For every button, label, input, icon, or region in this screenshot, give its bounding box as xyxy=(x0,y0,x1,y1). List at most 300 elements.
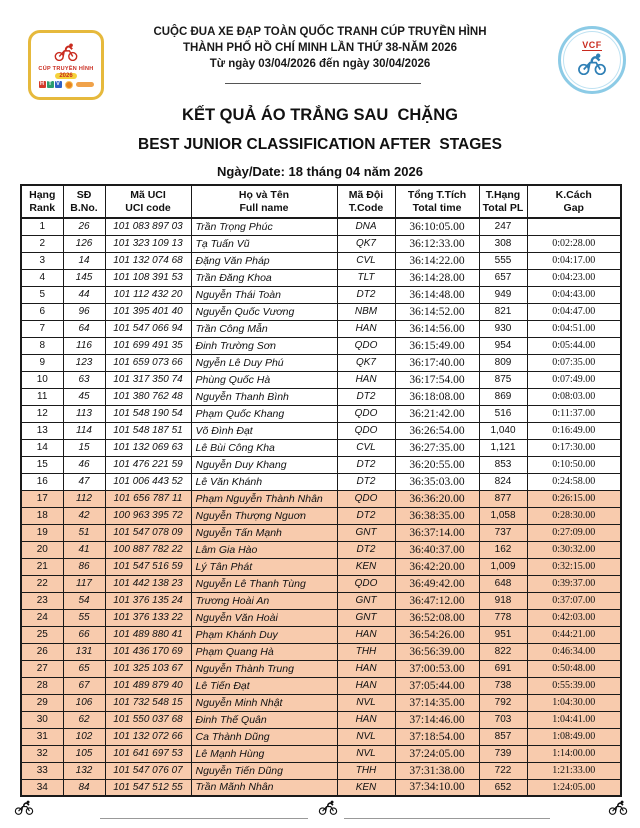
cell-bno: 145 xyxy=(63,269,105,286)
table-row xyxy=(21,694,621,711)
cell-pl: 949 xyxy=(479,286,527,303)
cell-name: Nguyễn Lê Thanh Tùng xyxy=(191,575,337,592)
cell-uci: 101 395 401 40 xyxy=(105,303,191,320)
cell-name: Đinh Thế Quân xyxy=(191,711,337,728)
cell-pl: 162 xyxy=(479,541,527,558)
cell-bno: 105 xyxy=(63,745,105,762)
cell-tcode: NVL xyxy=(337,728,395,745)
cell-tcode: KEN xyxy=(337,558,395,575)
cell-gap: 0:46:34.00 xyxy=(527,643,621,660)
cell-rank: 28 xyxy=(21,677,63,694)
table-row xyxy=(21,252,621,269)
event-header xyxy=(0,24,640,72)
cell-bno: 116 xyxy=(63,337,105,354)
cell-pl: 555 xyxy=(479,252,527,269)
event-header-line2: THÀNH PHỐ HỒ CHÍ MINH LẦN THỨ 38-NĂM 2026 xyxy=(182,42,458,54)
cell-gap: 0:10:50.00 xyxy=(527,456,621,473)
cell-time: 36:54:26.00 xyxy=(395,626,479,643)
table-row xyxy=(21,303,621,320)
cell-tcode: QDO xyxy=(337,405,395,422)
cell-gap xyxy=(527,218,621,235)
cell-tcode: NVL xyxy=(337,745,395,762)
cell-pl: 853 xyxy=(479,456,527,473)
table-row xyxy=(21,507,621,524)
results-table xyxy=(20,184,622,797)
cell-name: Ca Thành Dũng xyxy=(191,728,337,745)
cell-time: 36:21:42.00 xyxy=(395,405,479,422)
cell-uci: 101 548 190 54 xyxy=(105,405,191,422)
table-row xyxy=(21,218,621,235)
cell-bno: 117 xyxy=(63,575,105,592)
cell-time: 36:17:40.00 xyxy=(395,354,479,371)
cell-bno: 44 xyxy=(63,286,105,303)
cell-bno: 67 xyxy=(63,677,105,694)
table-row xyxy=(21,524,621,541)
page-title-en: BEST JUNIOR CLASSIFICATION AFTER STAGES xyxy=(138,136,502,153)
report-date: Ngày/Date: 18 tháng 04 năm 2026 xyxy=(217,164,423,179)
cell-tcode: DT2 xyxy=(337,286,395,303)
cell-gap: 0:04:23.00 xyxy=(527,269,621,286)
cell-uci: 101 489 879 40 xyxy=(105,677,191,694)
cell-time: 36:40:37.00 xyxy=(395,541,479,558)
cell-time: 36:17:54.00 xyxy=(395,371,479,388)
col-header-rank: Hạng Rank xyxy=(21,185,63,218)
cell-pl: 792 xyxy=(479,694,527,711)
cell-name: Nguyễn Duy Khang xyxy=(191,456,337,473)
cell-uci: 101 732 548 15 xyxy=(105,694,191,711)
cell-name: Lê Bùi Công Kha xyxy=(191,439,337,456)
cell-name: Lê Mạnh Hùng xyxy=(191,745,337,762)
cell-name: Nguyễn Thanh Bình xyxy=(191,388,337,405)
sponsor-badge-bar xyxy=(76,82,94,87)
cell-name: Nguyễn Thái Toàn xyxy=(191,286,337,303)
cell-rank: 1 xyxy=(21,218,63,235)
cell-uci: 101 442 138 23 xyxy=(105,575,191,592)
cell-time: 37:05:44.00 xyxy=(395,677,479,694)
table-row xyxy=(21,286,621,303)
cell-gap: 1:21:33.00 xyxy=(527,762,621,779)
cell-gap: 0:32:15.00 xyxy=(527,558,621,575)
cell-rank: 12 xyxy=(21,405,63,422)
cyclist-icon xyxy=(14,800,34,820)
cell-gap: 1:04:41.00 xyxy=(527,711,621,728)
cell-bno: 84 xyxy=(63,779,105,796)
cell-pl: 1,040 xyxy=(479,422,527,439)
cell-tcode: HAN xyxy=(337,320,395,337)
cell-tcode: HAN xyxy=(337,677,395,694)
cell-bno: 86 xyxy=(63,558,105,575)
cell-bno: 112 xyxy=(63,490,105,507)
table-row xyxy=(21,745,621,762)
cell-time: 36:14:56.00 xyxy=(395,320,479,337)
cell-rank: 20 xyxy=(21,541,63,558)
cell-name: Tạ Tuấn Vũ xyxy=(191,235,337,252)
cell-rank: 10 xyxy=(21,371,63,388)
cell-tcode: QDO xyxy=(337,490,395,507)
cell-uci: 101 547 066 94 xyxy=(105,320,191,337)
cell-time: 36:14:22.00 xyxy=(395,252,479,269)
col-header-time: Tổng T.Tích Total time xyxy=(395,185,479,218)
cell-rank: 25 xyxy=(21,626,63,643)
cell-bno: 26 xyxy=(63,218,105,235)
cell-tcode: QDO xyxy=(337,575,395,592)
cell-uci: 101 547 516 59 xyxy=(105,558,191,575)
table-row xyxy=(21,422,621,439)
event-logo-year: 2026 xyxy=(55,73,76,79)
cell-time: 36:27:35.00 xyxy=(395,439,479,456)
page-title-vi: KẾT QUẢ ÁO TRẮNG SAU CHẶNG xyxy=(182,106,458,124)
cell-uci: 101 641 697 53 xyxy=(105,745,191,762)
cell-rank: 3 xyxy=(21,252,63,269)
cell-pl: 691 xyxy=(479,660,527,677)
cell-name: Nguyễn Thượng Nguơn xyxy=(191,507,337,524)
cell-tcode: QDO xyxy=(337,422,395,439)
cell-rank: 27 xyxy=(21,660,63,677)
table-row xyxy=(21,762,621,779)
federation-logo xyxy=(558,26,626,94)
cell-tcode: DT2 xyxy=(337,473,395,490)
cell-uci: 100 963 395 72 xyxy=(105,507,191,524)
cell-pl: 951 xyxy=(479,626,527,643)
cell-bno: 131 xyxy=(63,643,105,660)
cell-pl: 737 xyxy=(479,524,527,541)
cell-pl: 247 xyxy=(479,218,527,235)
cell-uci: 101 083 897 03 xyxy=(105,218,191,235)
cell-gap: 0:27:09.00 xyxy=(527,524,621,541)
table-row xyxy=(21,320,621,337)
cell-gap: 0:55:39.00 xyxy=(527,677,621,694)
cell-uci: 101 323 109 13 xyxy=(105,235,191,252)
cell-pl: 516 xyxy=(479,405,527,422)
cell-gap: 0:08:03.00 xyxy=(527,388,621,405)
cell-tcode: HAN xyxy=(337,711,395,728)
cell-bno: 14 xyxy=(63,252,105,269)
cell-name: Trần Mãnh Nhân xyxy=(191,779,337,796)
cell-gap: 0:07:35.00 xyxy=(527,354,621,371)
cell-uci: 101 325 103 67 xyxy=(105,660,191,677)
table-row xyxy=(21,660,621,677)
table-row xyxy=(21,371,621,388)
cell-uci: 101 548 187 51 xyxy=(105,422,191,439)
col-header-pl: T.Hạng Total PL xyxy=(479,185,527,218)
cell-uci: 101 550 037 68 xyxy=(105,711,191,728)
cell-name: Đinh Trường Sơn xyxy=(191,337,337,354)
cell-tcode: THH xyxy=(337,762,395,779)
cell-bno: 54 xyxy=(63,592,105,609)
cell-uci: 101 699 491 35 xyxy=(105,337,191,354)
cell-time: 36:26:54.00 xyxy=(395,422,479,439)
cell-time: 36:18:08.00 xyxy=(395,388,479,405)
cell-uci: 101 376 133 22 xyxy=(105,609,191,626)
cell-name: Nguyễn Quốc Vương xyxy=(191,303,337,320)
htv-logo: H T V xyxy=(40,81,60,87)
cell-tcode: HAN xyxy=(337,660,395,677)
cell-rank: 5 xyxy=(21,286,63,303)
cell-pl: 778 xyxy=(479,609,527,626)
cell-gap: 0:04:43.00 xyxy=(527,286,621,303)
cell-bno: 42 xyxy=(63,507,105,524)
table-row xyxy=(21,490,621,507)
cell-uci: 101 006 443 52 xyxy=(105,473,191,490)
cell-rank: 21 xyxy=(21,558,63,575)
cell-time: 36:52:08.00 xyxy=(395,609,479,626)
col-header-gap: K.Cách Gap xyxy=(527,185,621,218)
cell-bno: 51 xyxy=(63,524,105,541)
table-row xyxy=(21,235,621,252)
event-logo-title: CÚP TRUYỀN HÌNH xyxy=(38,65,94,72)
cell-tcode: TLT xyxy=(337,269,395,286)
cell-name: Nguyễn Tiến Dũng xyxy=(191,762,337,779)
table-row xyxy=(21,609,621,626)
cell-bno: 102 xyxy=(63,728,105,745)
cyclist-icon xyxy=(318,800,338,820)
cell-bno: 64 xyxy=(63,320,105,337)
cell-bno: 66 xyxy=(63,626,105,643)
cell-tcode: DT2 xyxy=(337,388,395,405)
cell-name: Trần Trọng Phúc xyxy=(191,218,337,235)
cell-name: Nguyễn Tấn Mạnh xyxy=(191,524,337,541)
cell-pl: 809 xyxy=(479,354,527,371)
cell-name: Phạm Khánh Duy xyxy=(191,626,337,643)
cell-name: Nguyễn Thành Trung xyxy=(191,660,337,677)
cell-gap: 1:08:49.00 xyxy=(527,728,621,745)
cell-bno: 106 xyxy=(63,694,105,711)
cell-time: 37:31:38.00 xyxy=(395,762,479,779)
cell-uci: 101 112 432 20 xyxy=(105,286,191,303)
cell-pl: 1,009 xyxy=(479,558,527,575)
cell-pl: 722 xyxy=(479,762,527,779)
cell-rank: 34 xyxy=(21,779,63,796)
table-row xyxy=(21,456,621,473)
cell-tcode: DNA xyxy=(337,218,395,235)
cell-time: 36:37:14.00 xyxy=(395,524,479,541)
cell-gap: 0:50:48.00 xyxy=(527,660,621,677)
cell-name: Lâm Gia Hào xyxy=(191,541,337,558)
cell-rank: 22 xyxy=(21,575,63,592)
cell-rank: 33 xyxy=(21,762,63,779)
cell-gap: 0:39:37.00 xyxy=(527,575,621,592)
cell-name: Phạm Quang Hà xyxy=(191,643,337,660)
event-header-line3: Từ ngày 03/04/2026 đến ngày 30/04/2026 xyxy=(209,58,431,70)
cell-bno: 45 xyxy=(63,388,105,405)
table-row xyxy=(21,337,621,354)
cell-rank: 11 xyxy=(21,388,63,405)
cell-time: 36:35:03.00 xyxy=(395,473,479,490)
cell-gap: 0:04:17.00 xyxy=(527,252,621,269)
cell-bno: 41 xyxy=(63,541,105,558)
cell-pl: 738 xyxy=(479,677,527,694)
cell-pl: 824 xyxy=(479,473,527,490)
sponsor-badge-icon xyxy=(65,81,73,89)
cell-tcode: NVL xyxy=(337,694,395,711)
cell-time: 36:49:42.00 xyxy=(395,575,479,592)
table-row xyxy=(21,405,621,422)
cell-name: Trần Công Mẫn xyxy=(191,320,337,337)
col-header-uci: Mã UCI UCI code xyxy=(105,185,191,218)
table-row xyxy=(21,626,621,643)
cell-name: Nguyễn Minh Nhật xyxy=(191,694,337,711)
cell-pl: 739 xyxy=(479,745,527,762)
cell-gap: 0:02:28.00 xyxy=(527,235,621,252)
table-row xyxy=(21,728,621,745)
cell-time: 36:10:05.00 xyxy=(395,218,479,235)
cell-gap: 1:14:00.00 xyxy=(527,745,621,762)
cell-pl: 1,058 xyxy=(479,507,527,524)
cell-tcode: NBM xyxy=(337,303,395,320)
cell-rank: 24 xyxy=(21,609,63,626)
table-row xyxy=(21,558,621,575)
cell-tcode: DT2 xyxy=(337,456,395,473)
cell-pl: 657 xyxy=(479,269,527,286)
cell-rank: 23 xyxy=(21,592,63,609)
cell-time: 36:47:12.00 xyxy=(395,592,479,609)
cell-gap: 0:04:47.00 xyxy=(527,303,621,320)
cell-rank: 7 xyxy=(21,320,63,337)
cell-pl: 648 xyxy=(479,575,527,592)
cell-bno: 113 xyxy=(63,405,105,422)
cell-rank: 19 xyxy=(21,524,63,541)
signature-line xyxy=(100,818,308,819)
event-header-line1: CUỘC ĐUA XE ĐẠP TOÀN QUỐC TRANH CÚP TRUYỀN HÌNH xyxy=(153,26,487,38)
cell-name: Võ Đình Đạt xyxy=(191,422,337,439)
cell-rank: 32 xyxy=(21,745,63,762)
cell-uci: 100 887 782 22 xyxy=(105,541,191,558)
cell-name: Nguyễn Văn Hoài xyxy=(191,609,337,626)
cell-uci: 101 436 170 69 xyxy=(105,643,191,660)
cell-gap: 0:17:30.00 xyxy=(527,439,621,456)
cell-uci: 101 132 069 63 xyxy=(105,439,191,456)
cell-gap: 0:16:49.00 xyxy=(527,422,621,439)
cyclist-icon xyxy=(608,800,628,820)
cell-time: 36:15:49.00 xyxy=(395,337,479,354)
cell-uci: 101 476 221 59 xyxy=(105,456,191,473)
table-row xyxy=(21,592,621,609)
cell-time: 37:34:10.00 xyxy=(395,779,479,796)
cell-rank: 9 xyxy=(21,354,63,371)
cell-name: Lê Văn Khánh xyxy=(191,473,337,490)
cell-rank: 29 xyxy=(21,694,63,711)
cell-uci: 101 376 135 24 xyxy=(105,592,191,609)
cell-pl: 954 xyxy=(479,337,527,354)
cell-bno: 47 xyxy=(63,473,105,490)
cell-gap: 0:07:49.00 xyxy=(527,371,621,388)
cell-rank: 2 xyxy=(21,235,63,252)
cell-time: 36:14:52.00 xyxy=(395,303,479,320)
table-row xyxy=(21,473,621,490)
cell-tcode: QDO xyxy=(337,337,395,354)
table-row xyxy=(21,575,621,592)
cell-bno: 55 xyxy=(63,609,105,626)
table-header-row xyxy=(21,185,621,218)
cell-pl: 1,121 xyxy=(479,439,527,456)
cell-bno: 63 xyxy=(63,371,105,388)
cell-bno: 114 xyxy=(63,422,105,439)
cell-pl: 308 xyxy=(479,235,527,252)
cell-tcode: HAN xyxy=(337,626,395,643)
cell-uci: 101 132 072 66 xyxy=(105,728,191,745)
cell-bno: 65 xyxy=(63,660,105,677)
cell-pl: 918 xyxy=(479,592,527,609)
cell-time: 37:14:35.00 xyxy=(395,694,479,711)
col-header-tcode: Mã Đội T.Code xyxy=(337,185,395,218)
cell-gap: 1:24:05.00 xyxy=(527,779,621,796)
table-row xyxy=(21,439,621,456)
cell-uci: 101 489 880 41 xyxy=(105,626,191,643)
cell-time: 37:00:53.00 xyxy=(395,660,479,677)
cell-time: 36:14:48.00 xyxy=(395,286,479,303)
cell-pl: 877 xyxy=(479,490,527,507)
cell-gap: 1:04:30.00 xyxy=(527,694,621,711)
cell-name: Trần Đăng Khoa xyxy=(191,269,337,286)
cell-rank: 13 xyxy=(21,422,63,439)
cell-rank: 16 xyxy=(21,473,63,490)
cell-tcode: GNT xyxy=(337,609,395,626)
cell-time: 36:56:39.00 xyxy=(395,643,479,660)
cell-gap: 0:05:44.00 xyxy=(527,337,621,354)
table-row xyxy=(21,677,621,694)
cell-time: 36:42:20.00 xyxy=(395,558,479,575)
cell-rank: 14 xyxy=(21,439,63,456)
cell-name: Đặng Văn Pháp xyxy=(191,252,337,269)
cell-pl: 822 xyxy=(479,643,527,660)
cell-uci: 101 659 073 66 xyxy=(105,354,191,371)
cell-pl: 857 xyxy=(479,728,527,745)
cell-gap: 0:42:03.00 xyxy=(527,609,621,626)
cell-time: 36:36:20.00 xyxy=(395,490,479,507)
cell-time: 36:38:35.00 xyxy=(395,507,479,524)
col-header-name: Họ và Tên Full name xyxy=(191,185,337,218)
cyclist-icon xyxy=(575,53,609,80)
cell-time: 37:18:54.00 xyxy=(395,728,479,745)
cell-tcode: QK7 xyxy=(337,354,395,371)
cell-gap: 0:26:15.00 xyxy=(527,490,621,507)
cell-uci: 101 547 512 55 xyxy=(105,779,191,796)
table-row xyxy=(21,269,621,286)
table-row xyxy=(21,388,621,405)
cell-rank: 18 xyxy=(21,507,63,524)
cell-name: Phạm Nguyễn Thành Nhân xyxy=(191,490,337,507)
cell-rank: 31 xyxy=(21,728,63,745)
cell-tcode: DT2 xyxy=(337,507,395,524)
cell-uci: 101 547 078 09 xyxy=(105,524,191,541)
cell-uci: 101 132 074 68 xyxy=(105,252,191,269)
cell-gap: 0:37:07.00 xyxy=(527,592,621,609)
cell-name: Lê Tiến Đạt xyxy=(191,677,337,694)
signature-line xyxy=(344,818,550,819)
cell-pl: 703 xyxy=(479,711,527,728)
cell-bno: 132 xyxy=(63,762,105,779)
cell-uci: 101 108 391 53 xyxy=(105,269,191,286)
cell-tcode: KEN xyxy=(337,779,395,796)
cell-rank: 17 xyxy=(21,490,63,507)
cell-bno: 46 xyxy=(63,456,105,473)
cell-bno: 62 xyxy=(63,711,105,728)
cell-gap: 0:04:51.00 xyxy=(527,320,621,337)
cell-rank: 30 xyxy=(21,711,63,728)
results-table-body xyxy=(21,218,621,796)
federation-logo-label: VCF xyxy=(582,40,602,50)
table-row xyxy=(21,354,621,371)
cell-bno: 123 xyxy=(63,354,105,371)
table-row xyxy=(21,541,621,558)
cell-time: 37:24:05.00 xyxy=(395,745,479,762)
cell-bno: 96 xyxy=(63,303,105,320)
cell-pl: 869 xyxy=(479,388,527,405)
table-row xyxy=(21,643,621,660)
cell-time: 36:12:33.00 xyxy=(395,235,479,252)
cell-name: Phùng Quốc Hà xyxy=(191,371,337,388)
cell-time: 36:14:28.00 xyxy=(395,269,479,286)
